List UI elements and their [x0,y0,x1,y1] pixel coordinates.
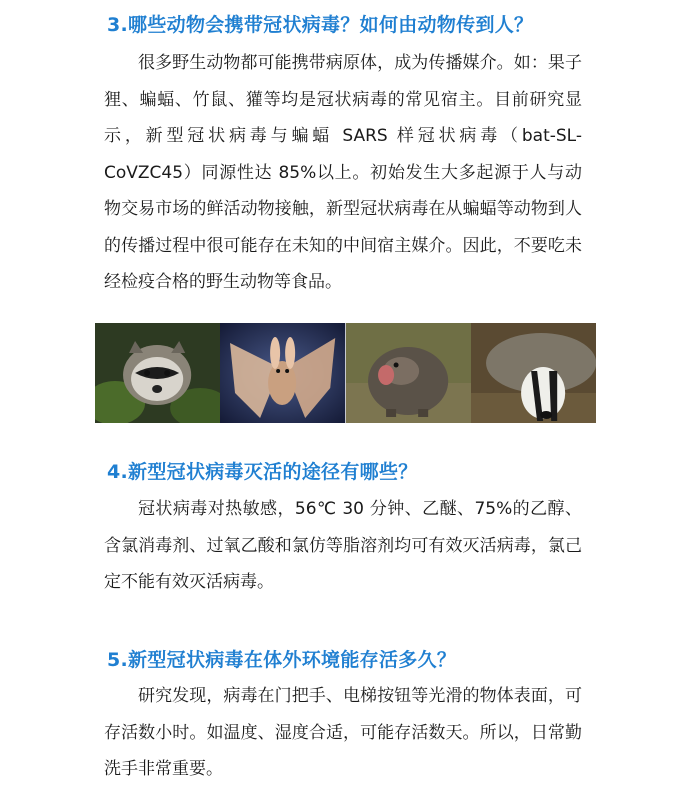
section-3-heading: 3.哪些动物会携带冠状病毒？如何由动物传到人？ [107,14,534,36]
section-4-heading: 4.新型冠状病毒灭活的途径有哪些？ [107,461,418,483]
bamboo-rat-photo [346,323,471,423]
section-5-heading: 5.新型冠状病毒在体外环境能存活多久？ [107,649,457,671]
raccoon-photo [95,323,220,423]
section-4-body: 冠状病毒对热敏感，56℃ 30 分钟、乙醚、75%的乙醇、含氯消毒剂、过氧乙酸和氯仿等脂溶剂均可有效灭活病毒，氯己定不能有效灭活病毒。 [104,499,582,592]
section-5-body: 研究发现，病毒在门把手、电梯按钮等光滑的物体表面，可存活数小时。如温度、湿度合适，可能存活数天。所以，日常勤洗手非常重要。 [104,686,582,779]
section-3-body: 很多野生动物都可能携带病原体，成为传播媒介。如：果子狸、蝙蝠、竹鼠、獾等均是冠状病毒的常见宿主。目前研究显示，新型冠状病毒与蝙蝠 SARS 样冠状病毒（bat-SL-CoVZC45）同源性达 85%以上。初始发生大多起源于人与动物交易市场的鲜活动物接触，新型冠状病毒在从蝙蝠等动物到人的传播过程中很可能存在未知的中间宿主媒介。因此，不要吃未经检疫合格的野生动物等食品。 [104,53,582,292]
animal-photo-strip [95,323,596,423]
badger-photo [471,323,596,423]
bat-photo [220,323,345,423]
